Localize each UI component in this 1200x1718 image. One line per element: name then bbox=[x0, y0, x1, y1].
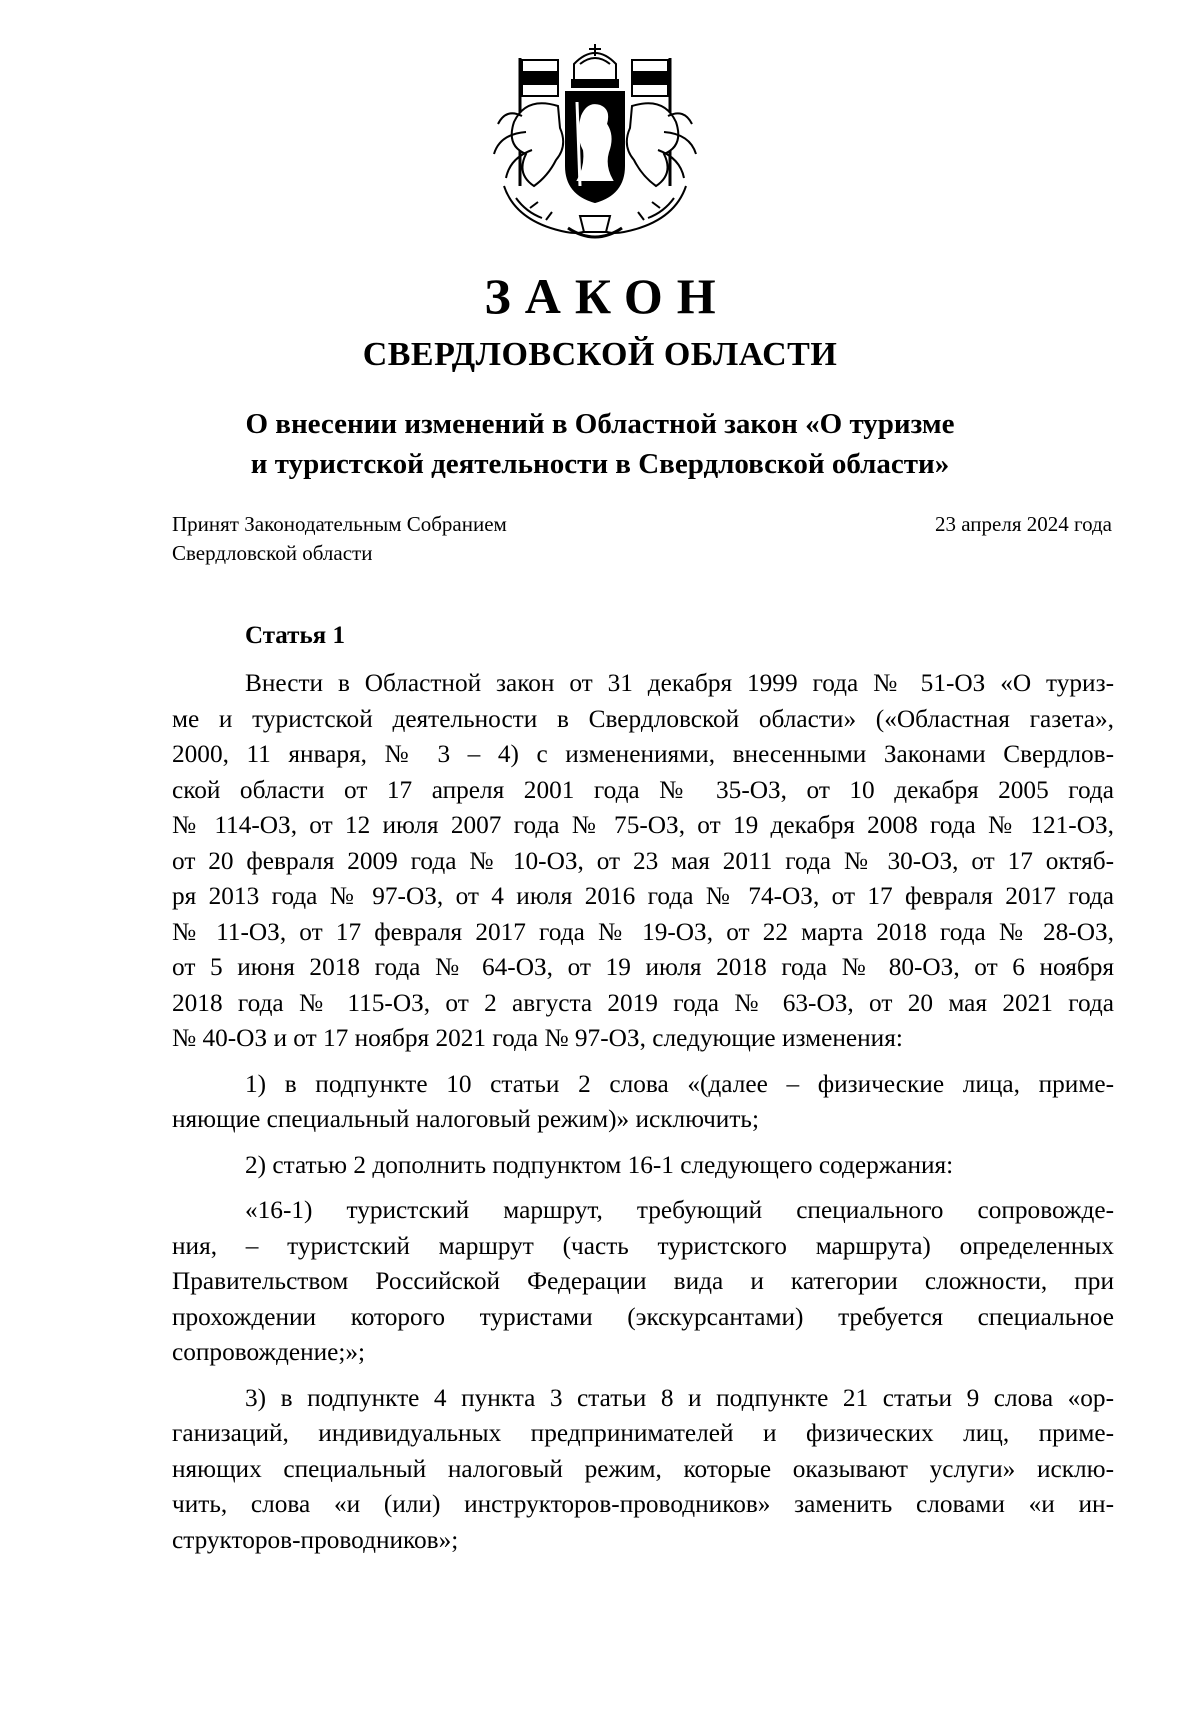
amendment-item-3 bbox=[172, 1381, 1114, 1559]
paragraph-line: 1) в подпункте 10 статьи 2 слова «(далее – физические лица, приме- bbox=[245, 1069, 1114, 1098]
paragraph-line: няющие специальный налоговый режим)» исключить; bbox=[172, 1105, 759, 1133]
paragraph-line: 2018 года № 115-ОЗ, от 2 августа 2019 года № 63-ОЗ, от 20 мая 2021 года bbox=[172, 988, 1114, 1017]
paragraph-line: Правительством Российской Федерации вида и категории сложности, при bbox=[172, 1267, 1114, 1295]
document-title bbox=[160, 404, 1040, 484]
law-heading: ЗАКОН bbox=[484, 268, 730, 324]
paragraph-line: структоров-проводников»; bbox=[172, 1525, 459, 1554]
amendment-item-2-quote bbox=[172, 1193, 1114, 1371]
coat-of-arms-icon bbox=[476, 36, 714, 254]
paragraph-line: «16-1) туристский маршрут, требующий специального сопровожде- bbox=[245, 1196, 1114, 1224]
paragraph-line: № 40-ОЗ и от 17 ноября 2021 года № 97-ОЗ, следующие изменения: bbox=[172, 1024, 903, 1052]
paragraph-line: от 20 февраля 2009 года № 10-ОЗ, от 23 мая 2011 года № 30-ОЗ, от 17 октяб- bbox=[172, 846, 1114, 875]
paragraph-line: ния, – туристский маршрут (часть туристского маршрута) определенных bbox=[172, 1231, 1114, 1260]
paragraph-line: 3) в подпункте 4 пункта 3 статьи 8 и подпункте 21 статьи 9 слова «ор- bbox=[245, 1383, 1114, 1412]
paragraph-line: ме и туристской деятельности в Свердловской области» («Областная газета», bbox=[172, 704, 1114, 733]
adoption-date: 23 апреля 2024 года bbox=[935, 512, 1112, 536]
paragraph-line: чить, слова «и (или) инструкторов-проводников» заменить словами «и ин- bbox=[172, 1490, 1114, 1518]
adoption-line: Свердловской области bbox=[172, 541, 373, 565]
article-intro-paragraph bbox=[172, 666, 1114, 1057]
paragraph-line: ря 2013 года № 97-ОЗ, от 4 июля 2016 года № 74-ОЗ, от 17 февраля 2017 года bbox=[172, 882, 1114, 910]
paragraph-line: 2) статью 2 дополнить подпунктом 16-1 следующего содержания: bbox=[245, 1150, 954, 1179]
paragraph-line: сопровождение;»; bbox=[172, 1338, 366, 1366]
paragraph-line: 2000, 11 января, № 3 – 4) с изменениями, внесенными Законами Свердлов- bbox=[172, 740, 1114, 768]
amendment-item-1 bbox=[172, 1067, 1114, 1138]
paragraph-line: прохождении которого туристами (экскурсантами) требуется специальное bbox=[172, 1302, 1114, 1331]
paragraph-line: ской области от 17 апреля 2001 года № 35-ОЗ, от 10 декабря 2005 года bbox=[172, 775, 1114, 804]
paragraph-line: Внести в Областной закон от 31 декабря 1999 года № 51-ОЗ «О туриз- bbox=[245, 669, 1114, 697]
article-heading: Статья 1 bbox=[245, 622, 345, 649]
document-title-line: О внесении изменений в Областной закон «О туризме bbox=[245, 408, 955, 440]
paragraph-line: № 114-ОЗ, от 12 июля 2007 года № 75-ОЗ, от 19 декабря 2008 года № 121-ОЗ, bbox=[172, 811, 1114, 839]
article-body bbox=[172, 666, 1114, 1568]
adoption-line: Принят Законодательным Собранием bbox=[172, 512, 507, 536]
paragraph-line: № 11-ОЗ, от 17 февраля 2017 года № 19-ОЗ, от 22 марта 2018 года № 28-ОЗ, bbox=[172, 917, 1114, 946]
paragraph-line: ганизаций, индивидуальных предпринимателей и физических лиц, приме- bbox=[172, 1419, 1114, 1447]
region-heading: СВЕРДЛОВСКОЙ ОБЛАСТИ bbox=[362, 336, 838, 373]
paragraph-line: няющих специальный налоговый режим, которые оказывают услуги» исклю- bbox=[172, 1454, 1114, 1483]
paragraph-line: от 5 июня 2018 года № 64-ОЗ, от 19 июля 2018 года № 80-ОЗ, от 6 ноября bbox=[172, 953, 1114, 981]
adoption-authority bbox=[172, 510, 507, 568]
amendment-item-2 bbox=[172, 1148, 1114, 1184]
document-title-line: и туристской деятельности в Свердловской области» bbox=[250, 448, 950, 480]
